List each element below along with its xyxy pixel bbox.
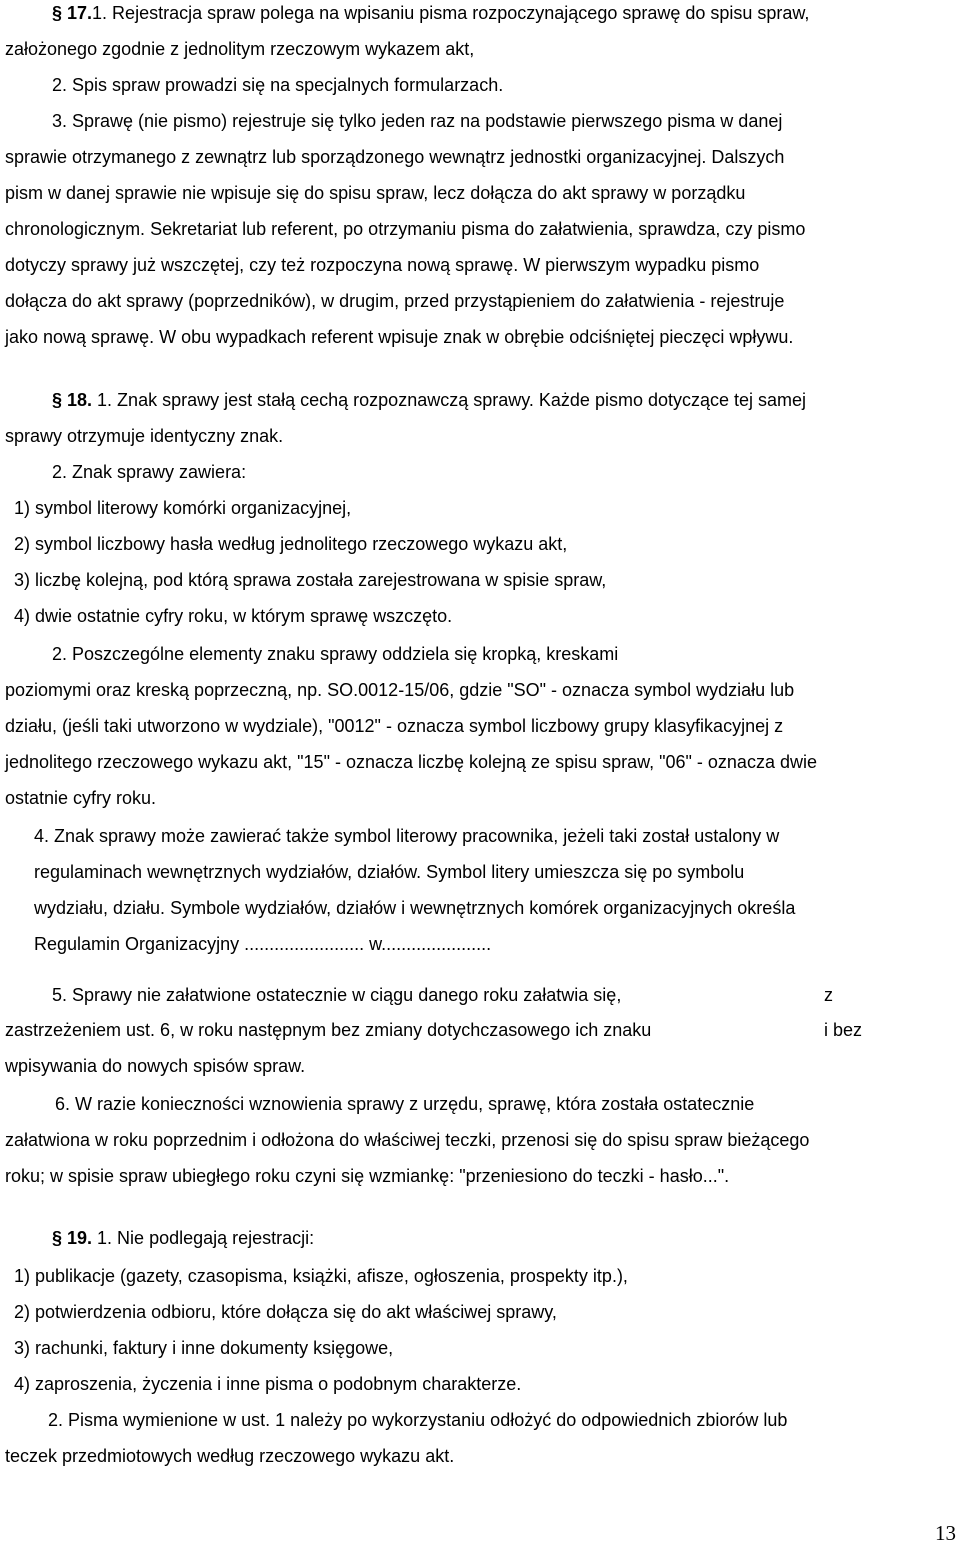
text-line [5, 751, 817, 773]
text-line [52, 110, 782, 132]
text-line [5, 1445, 454, 1467]
text-line [5, 1019, 651, 1041]
text-segment: regulaminach wewnętrznych wydziałów, działów. Symbol litery umieszcza się po symbolu [34, 862, 745, 882]
text-segment: 2) potwierdzenia odbioru, które dołącza się do akt właściwej sprawy, [14, 1302, 557, 1322]
text-line [52, 2, 809, 24]
text-line [5, 787, 156, 809]
text-line [14, 1337, 393, 1359]
section-heading: § 18. [52, 390, 93, 410]
text-segment: 2) symbol liczbowy hasła według jednolitego rzeczowego wykazu akt, [14, 534, 568, 554]
text-segment: chronologicznym. Sekretariat lub referent, po otrzymaniu pisma do załatwienia, sprawdza, czy pismo [5, 219, 806, 239]
text-line [52, 643, 618, 665]
text-segment: 3. Sprawę (nie pismo) rejestruje się tylko jeden raz na podstawie pierwszego pisma w danej [52, 111, 783, 131]
text-line [5, 1165, 729, 1187]
text-segment: dotyczy sprawy już wszczętej, czy też rozpoczyna nową sprawę. W pierwszym wypadku pismo [5, 255, 760, 275]
text-line [14, 497, 351, 519]
text-line [5, 290, 784, 312]
text-line [52, 389, 806, 411]
text-segment: załatwiona w roku poprzednim i odłożona do właściwej teczki, przenosi się do spisu spraw bieżącego [5, 1130, 810, 1150]
text-segment: zastrzeżeniem ust. 6, w roku następnym bez zmiany dotychczasowego ich znaku [5, 1020, 652, 1040]
text-line [14, 1373, 521, 1395]
text-line [5, 715, 783, 737]
section-heading: § 17. [52, 3, 93, 23]
text-segment: 2. Pisma wymienione w ust. 1 należy po wykorzystaniu odłożyć do odpowiednich zbiorów lub [48, 1410, 788, 1430]
text-line [52, 74, 503, 96]
text-line [5, 218, 805, 240]
text-line [55, 1093, 754, 1115]
text-line [48, 1409, 787, 1431]
text-segment: Regulamin Organizacyjny ........................ w...................... [34, 934, 492, 954]
text-segment: pism w danej sprawie nie wpisuje się do spisu spraw, lecz dołącza do akt sprawy w porządku [5, 183, 746, 203]
text-segment: 2. Poszczególne elementy znaku sprawy oddziela się kropką, kreskami [52, 644, 619, 664]
text-segment: 2. Spis spraw prowadzi się na specjalnych formularzach. [52, 75, 504, 95]
text-line [52, 984, 621, 1006]
text-segment: 4) dwie ostatnie cyfry roku, w którym sprawę wszczęto. [14, 606, 453, 626]
text-segment: 4) zaproszenia, życzenia i inne pisma o podobnym charakterze. [14, 1374, 522, 1394]
text-segment: 3) rachunki, faktury i inne dokumenty księgowe, [14, 1338, 394, 1358]
text-line [34, 897, 795, 919]
text-line [824, 1019, 862, 1041]
text-line [14, 533, 567, 555]
text-line [5, 254, 759, 276]
text-segment: 1) publikacje (gazety, czasopisma, książki, afisze, ogłoszenia, prospekty itp.), [14, 1266, 628, 1286]
text-segment: 2. Znak sprawy zawiera: [52, 462, 247, 482]
text-segment: 4. Znak sprawy może zawierać także symbol literowy pracownika, jeżeli taki został ustalony w [34, 826, 780, 846]
text-segment: 1. Znak sprawy jest stałą cechą rozpoznawczą sprawy. Każde pismo dotyczące tej samej [92, 390, 807, 410]
text-segment: wydziału, działu. Symbole wydziałów, działów i wewnętrznych komórek organizacyjnych określa [34, 898, 796, 918]
text-line [5, 1055, 305, 1077]
text-segment: dołącza do akt sprawy (poprzedników), w drugim, przed przystąpieniem do załatwienia - rejestruje [5, 291, 785, 311]
text-segment: z [824, 985, 833, 1005]
text-line [14, 1301, 557, 1323]
text-line [52, 1227, 314, 1249]
text-segment: wpisywania do nowych spisów spraw. [5, 1056, 306, 1076]
text-segment: założonego zgodnie z jednolitym rzeczowym wykazem akt, [5, 39, 475, 59]
text-line [5, 679, 794, 701]
text-segment: jednolitego rzeczowego wykazu akt, "15" - oznacza liczbę kolejną ze spisu spraw, "06" - oznacza dwie [5, 752, 817, 772]
text-segment: 5. Sprawy nie załatwione ostatecznie w ciągu danego roku załatwia się, [52, 985, 622, 1005]
text-line [34, 933, 491, 955]
text-segment: teczek przedmiotowych według rzeczowego wykazu akt. [5, 1446, 455, 1466]
text-segment: ostatnie cyfry roku. [5, 788, 157, 808]
text-line [824, 984, 833, 1006]
text-line [52, 461, 246, 483]
text-segment: i bez [824, 1020, 863, 1040]
text-segment: sprawy otrzymuje identyczny znak. [5, 426, 284, 446]
text-segment: jako nową sprawę. W obu wypadkach referent wpisuje znak w obrębie odciśniętej pieczęci wpływu. [5, 327, 794, 347]
text-segment: 3) liczbę kolejną, pod którą sprawa została zarejestrowana w spisie spraw, [14, 570, 607, 590]
text-line [5, 38, 474, 60]
section-heading: § 19. [52, 1228, 93, 1248]
text-segment: 1. Nie podlegają rejestracji: [92, 1228, 315, 1248]
text-line [14, 1265, 628, 1287]
text-line [5, 182, 745, 204]
text-segment: działu, (jeśli taki utworzono w wydziale), "0012" - oznacza symbol liczbowy grupy klasyfikacyjnej z [5, 716, 784, 736]
text-line [5, 425, 283, 447]
text-segment: poziomymi oraz kreską poprzeczną, np. SO.0012-15/06, gdzie "SO" - oznacza symbol wydziału lub [5, 680, 795, 700]
text-segment: 6. W razie konieczności wznowienia sprawy z urzędu, sprawę, która została ostatecznie [55, 1094, 755, 1114]
text-segment: 1. Rejestracja spraw polega na wpisaniu pisma rozpoczynającego sprawę do spisu spraw, [92, 3, 810, 23]
text-segment: sprawie otrzymanego z zewnątrz lub sporządzonego wewnątrz jednostki organizacyjnej. Dalszych [5, 147, 785, 167]
text-segment: roku; w spisie spraw ubiegłego roku czyni się wzmiankę: "przeniesiono do teczki - hasło...". [5, 1166, 730, 1186]
text-line [34, 825, 779, 847]
text-line [5, 1129, 809, 1151]
text-line [5, 326, 793, 348]
text-line [5, 146, 784, 168]
text-line [14, 605, 452, 627]
text-line [34, 861, 744, 883]
page-number: 13 [935, 1521, 956, 1545]
text-segment: 1) symbol literowy komórki organizacyjnej, [14, 498, 352, 518]
text-line [14, 569, 606, 591]
